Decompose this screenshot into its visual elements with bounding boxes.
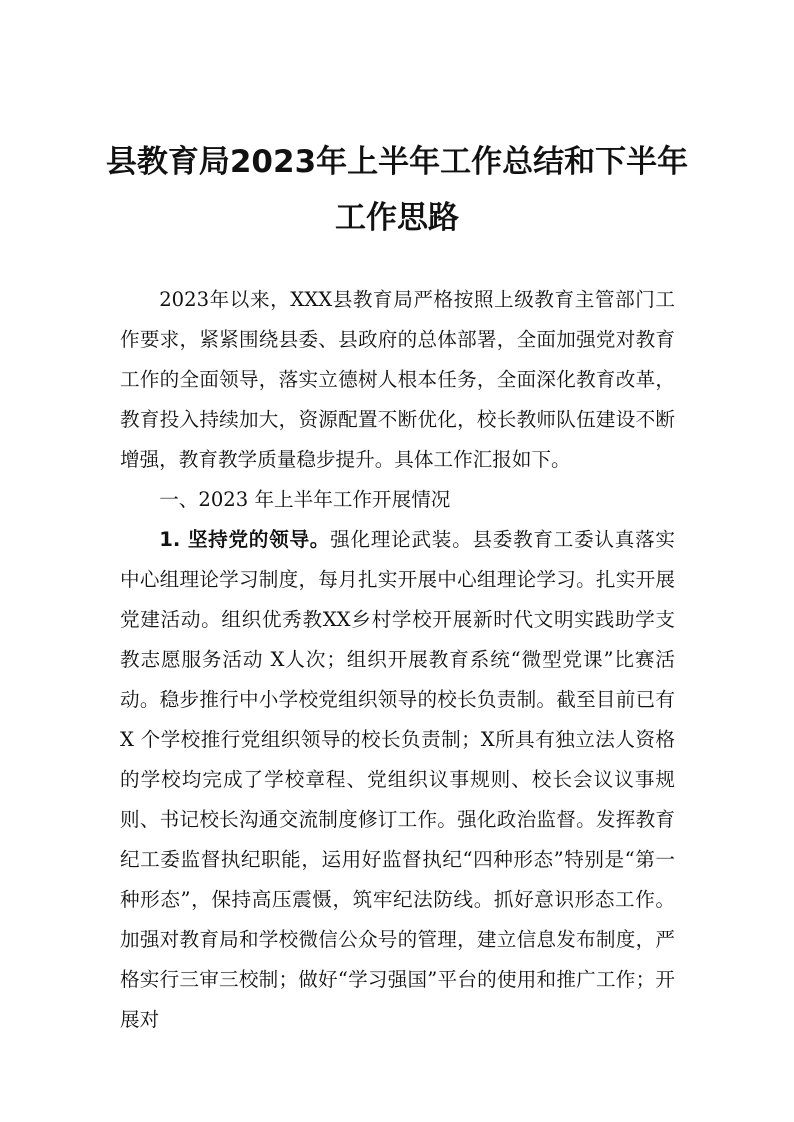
- item1-lead: 1. 坚持党的领导。: [159, 528, 331, 551]
- document-title-line1: 县教育局2023年上半年工作总结和下半年: [105, 144, 689, 180]
- document-title-line2: 工作思路: [335, 200, 459, 236]
- document-body: [120, 280, 675, 1040]
- section-heading: 一、2023 年上半年工作开展情况: [159, 488, 451, 511]
- item1-body: 强化理论武装。县委教育工委认真落实中心组理论学习制度，每月扎实开展中心组理论学习。扎实开展党建活动。组织优秀教XX乡村学校开展新时代文明实践助学支教志愿服务活动 X人次；组织开展教育系统“微型党课”比赛活动。稳步推行中小学校党组织领导的校长负责制。截至目前已有 X 个学校推行党组织领导的校长负责制；X所具有独立法人资格的学校均完成了学校章程、党组织议事规则、校长会议议事规则、书记校长沟通交流制度修订工作。强化政治监督。发挥教育纪工委监督执纪职能，运用好监督执纪“四种形态”特别是“第一种形态”，保持高压震慑，筑牢纪法防线。抓好意识形态工作。加强对教育局和学校微信公众号的管理，建立信息发布制度，严格实行三审三校制；做好“学习强国”平台的使用和推广工作；开展对: [120, 528, 676, 1031]
- item1-paragraph: [120, 520, 675, 1040]
- intro-paragraph: 2023年以来，XXX县教育局严格按照上级教育主管部门工作要求，紧紧围绕县委、县政府的总体部署，全面加强党对教育工作的全面领导，落实立德树人根本任务，全面深化教育改革，教育投入持续加大，资源配置不断优化，校长教师队伍建设不断增强，教育教学质量稳步提升。具体工作汇报如下。: [120, 288, 675, 471]
